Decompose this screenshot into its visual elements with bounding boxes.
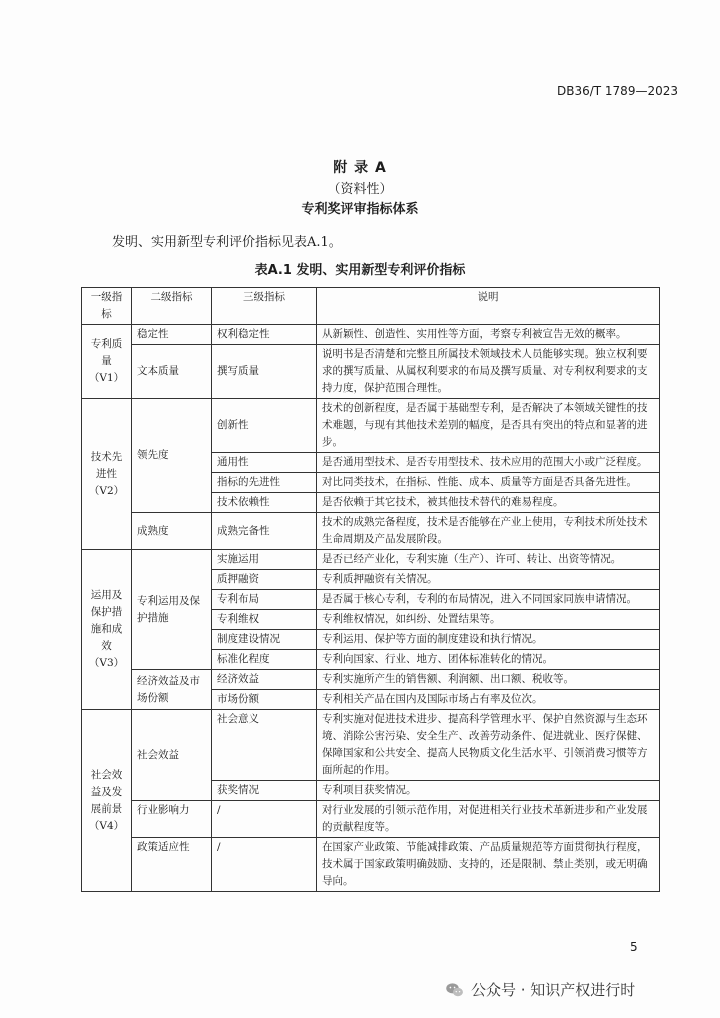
level3-cell: 指标的先进性: [212, 473, 317, 493]
level3-cell: 市场份额: [212, 690, 317, 710]
level1-cell: 运用及保护措施和成效（V3）: [82, 550, 132, 710]
header-description: 说明: [317, 288, 660, 325]
page-number: 5: [630, 940, 638, 954]
table-header-row: [82, 288, 660, 325]
intro-paragraph: 发明、实用新型专利评价指标见表A.1。: [112, 235, 342, 250]
appendix-type: （资料性）: [327, 182, 393, 197]
appendix-subject: 专利奖评审指标体系: [301, 202, 419, 217]
description-cell: 专利实施对促进技术进步、提高科学管理水平、保护自然资源与生态环境、消除公害污染、安全生产、改善劳动条件、促进就业、医疗保健、保障国家和公共安全、提高人民物质文化生活水平、引领消费习惯等方面所起的作用。: [317, 710, 660, 781]
level3-cell: /: [212, 838, 317, 892]
watermark-label: 公众号 · 知识产权进行时: [471, 981, 636, 999]
description-cell: 专利相关产品在国内及国际市场占有率及位次。: [317, 690, 660, 710]
level3-cell: 权利稳定性: [212, 325, 317, 345]
description-cell: 是否属于核心专利，专利的布局情况，进入不同国家同族申请情况。: [317, 590, 660, 610]
level2-cell: 领先度: [132, 399, 212, 513]
level2-cell: 成熟度: [132, 513, 212, 550]
header-level1: 一级指标: [82, 288, 132, 325]
level3-cell: 实施运用: [212, 550, 317, 570]
description-cell: 是否通用型技术、是否专用型技术、技术应用的范围大小或广泛程度。: [317, 453, 660, 473]
evaluation-index-table: [81, 287, 660, 892]
table-row: [82, 801, 660, 838]
level3-cell: /: [212, 801, 317, 838]
table-row: [82, 345, 660, 399]
table-caption: 表A.1 发明、实用新型专利评价指标: [254, 263, 466, 278]
description-cell: 专利向国家、行业、地方、团体标准转化的情况。: [317, 650, 660, 670]
description-cell: 专利维权情况，如纠纷、处置结果等。: [317, 610, 660, 630]
description-cell: 专利质押融资有关情况。: [317, 570, 660, 590]
level3-cell: 获奖情况: [212, 781, 317, 801]
header-level2: 二级指标: [132, 288, 212, 325]
level2-cell: 文本质量: [132, 345, 212, 399]
level1-cell: 专利质量（V1）: [82, 325, 132, 399]
description-cell: 说明书是否清楚和完整且所属技术领域技术人员能够实现。独立权利要求的撰写质量、从属权利要求的布局及撰写质量、对专利权利要求的支持力度，保护范围合理性。: [317, 345, 660, 399]
level2-cell: 政策适应性: [132, 838, 212, 892]
table-row: [82, 670, 660, 690]
description-cell: 是否依赖于其它技术，被其他技术替代的难易程度。: [317, 493, 660, 513]
level3-cell: 撰写质量: [212, 345, 317, 399]
level3-cell: 制度建设情况: [212, 630, 317, 650]
table-row: [82, 710, 660, 781]
description-cell: 专利运用、保护等方面的制度建设和执行情况。: [317, 630, 660, 650]
description-cell: 专利项目获奖情况。: [317, 781, 660, 801]
document-code: DB36/T 1789—2023: [556, 84, 678, 98]
description-cell: 从新颖性、创造性、实用性等方面，考察专利被宣告无效的概率。: [317, 325, 660, 345]
level2-cell: 专利运用及保护措施: [132, 550, 212, 670]
level3-cell: 成熟完备性: [212, 513, 317, 550]
level3-cell: 社会意义: [212, 710, 317, 781]
description-cell: 在国家产业政策、节能减排政策、产品质量规范等方面贯彻执行程度，技术属于国家政策明确鼓励、支持的，还是限制、禁止类别，或无明确导向。: [317, 838, 660, 892]
description-cell: 对行业发展的引领示范作用，对促进相关行业技术革新进步和产业发展的贡献程度等。: [317, 801, 660, 838]
table-row: [82, 513, 660, 550]
table-row: [82, 838, 660, 892]
level1-cell: 技术先进性（V2）: [82, 399, 132, 550]
level3-cell: 质押融资: [212, 570, 317, 590]
level3-cell: 专利维权: [212, 610, 317, 630]
appendix-title: 附 录 A: [333, 160, 387, 176]
level2-cell: 行业影响力: [132, 801, 212, 838]
level3-cell: 技术依赖性: [212, 493, 317, 513]
level2-cell: 经济效益及市场份额: [132, 670, 212, 710]
level3-cell: 经济效益: [212, 670, 317, 690]
level3-cell: 标准化程度: [212, 650, 317, 670]
level2-cell: 稳定性: [132, 325, 212, 345]
description-cell: 技术的成熟完备程度，技术是否能够在产业上使用，专利技术所处技术生命周期及产品发展阶段。: [317, 513, 660, 550]
level1-cell: 社会效益及发展前景（V4）: [82, 710, 132, 892]
level3-cell: 专利布局: [212, 590, 317, 610]
table-row: [82, 550, 660, 570]
description-cell: 专利实施所产生的销售额、利润额、出口额、税收等。: [317, 670, 660, 690]
table-row: [82, 325, 660, 345]
level2-cell: 社会效益: [132, 710, 212, 801]
description-cell: 是否已经产业化，专利实施（生产）、许可、转让、出资等情况。: [317, 550, 660, 570]
level3-cell: 创新性: [212, 399, 317, 453]
wechat-watermark: [445, 979, 635, 1000]
wechat-icon: [445, 980, 465, 1000]
header-level3: 三级指标: [212, 288, 317, 325]
table-row: [82, 399, 660, 453]
description-cell: 对比同类技术，在指标、性能、成本、质量等方面是否具备先进性。: [317, 473, 660, 493]
description-cell: 技术的创新程度，是否属于基础型专利，是否解决了本领域关键性的技术难题，与现有其他技术差别的幅度，是否具有突出的特点和显著的进步。: [317, 399, 660, 453]
level3-cell: 通用性: [212, 453, 317, 473]
